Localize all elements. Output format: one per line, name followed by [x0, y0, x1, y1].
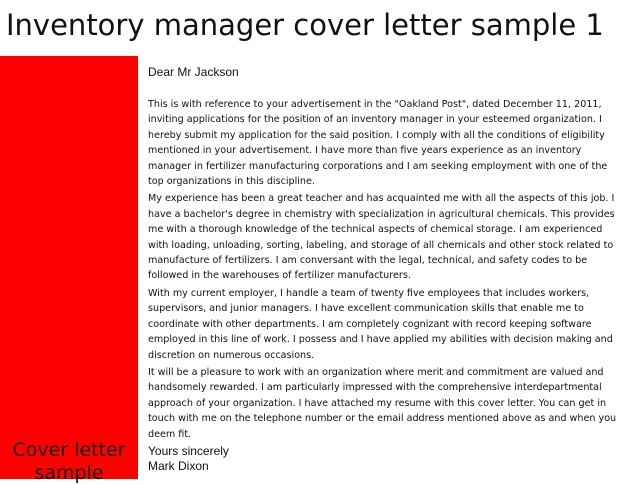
- sidebar-caption: Cover letter sample: [12, 439, 126, 484]
- letter-paragraph-2: My experience has been a great teacher and has acquainted me with all the aspects of this job. I have a bachelor's degree in chemistry with specialization in agricultural chemicals. This provides me with a thorough knowledge of the technical aspects of chemical storage. I am experienced with loading, unloading, sorting, labeling, and storage of all chemicals and other stock related to manufacture of fertilizers. I am conversant with the legal, technical, and safety codes to be followed in the warehouses of fertilizer manufacturers.: [148, 193, 615, 282]
- red-sidebar-panel: [0, 56, 138, 484]
- letter-paragraph-3: With my current employer, I handle a team of twenty five employees that includes workers, supervisors, and junior managers. I have excellent communication skills that enable me to coordinate with other departments. I am completely cognizant with record keeping software employed in this line of work. I possess and I have applied my abilities with decision making and discretion on numerous occasions.: [148, 287, 613, 361]
- letter-closing: Yours sincerely: [148, 443, 229, 458]
- letter-paragraph-4: It will be a pleasure to work with an organization where merit and commitment are valued and handsomely rewarded. I am particularly impressed with the comprehensive interdepartmental approach of your organization. I have attached my resume with this cover letter. You can get in touch with me on the telephone number or the email address mentioned above as and when you deem fit.: [148, 366, 617, 440]
- slide-title: Inventory manager cover letter sample 1: [6, 8, 604, 42]
- letter-salutation: Dear Mr Jackson: [148, 65, 239, 79]
- cover-letter-body: [148, 58, 624, 479]
- letter-paragraph-1: This is with reference to your advertisement in the "Oakland Post", dated December 11, 2011, inviting applications for the position of an inventory manager in your esteemed organization. I hereby submit my application for the said position. I comply with all the conditions of eligibility mentioned in your advertisement. I have more than five years experience as an inventory manager in fertilizer manufacturing corporations and I am seeking employment with one of the top organizations in this discipline.: [148, 99, 608, 188]
- letter-signature: Mark Dixon: [148, 458, 209, 473]
